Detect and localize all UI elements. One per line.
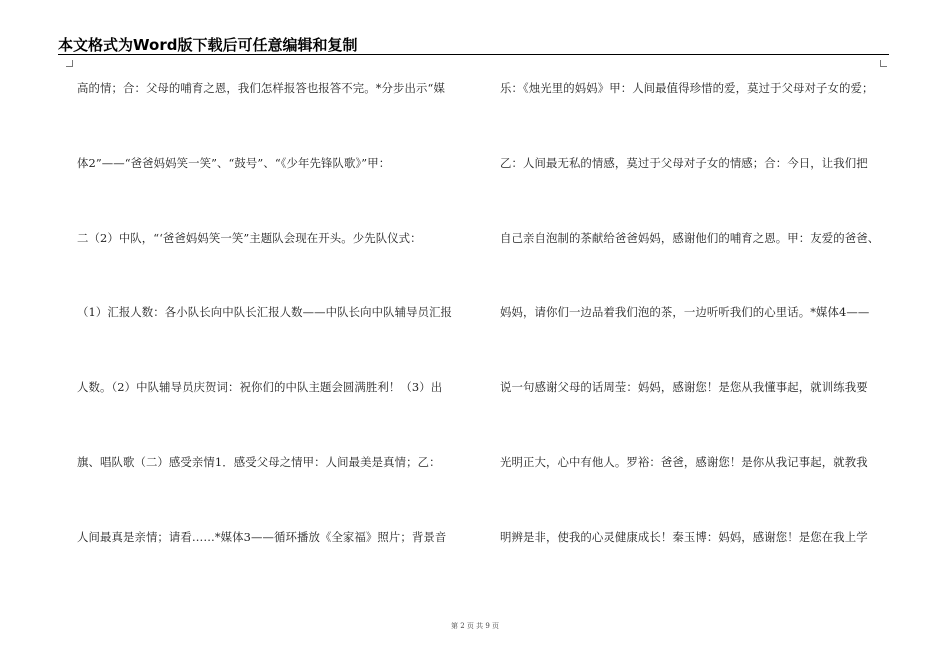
text-line: （1）汇报人数：各小队长向中队长汇报人数——中队长向中队辅导员汇报 <box>77 305 453 319</box>
text-line: 体2”——“爸爸妈妈笑一笑”、“鼓号”、“《少年先锋队歌》”甲： <box>77 156 391 170</box>
text-line: 高的情；合：父母的哺育之恩，我们怎样报答也报答不完。*分步出示“媒 <box>77 81 445 95</box>
text-line: 妈妈，请你们一边品着我们泡的茶，一边听听我们的心里话。*媒体4—— <box>500 305 870 319</box>
text-line: 乐：《烛光里的妈妈》甲：人间最值得珍惜的爱，莫过于父母对子女的爱； <box>500 81 874 95</box>
header-divider <box>58 54 889 55</box>
text-line: 乙：人间最无私的情感，莫过于父母对子女的情感；合：今日，让我们把 <box>500 156 868 170</box>
page-number-footer: 第 2 页 共 9 页 <box>450 622 500 630</box>
text-line: 光明正大，心中有他人。罗裕：爸爸，感谢您！是你从我记事起，就教我 <box>500 455 868 469</box>
text-line: 明辨是非，使我的心灵健康成长！秦玉博：妈妈，感谢您！是您在我上学 <box>500 530 868 544</box>
text-line: 二（2）中队，“‘爸爸妈妈笑一笑”主题队会现在开头。少先队仪式： <box>77 231 422 245</box>
text-line: 说一句感谢父母的话周莹：妈妈，感谢您！是您从我懂事起，就训练我要 <box>500 380 868 394</box>
document-header-title: 本文格式为Word版下载后可任意编辑和复制 <box>58 36 358 54</box>
text-line: 自己亲自泡制的茶献给爸爸妈妈，感谢他们的哺育之恩。甲：友爱的爸爸、 <box>500 231 880 245</box>
margin-corner-mark-left <box>66 60 73 67</box>
text-line: 人数。（2）中队辅导员庆贺词：祝你们的中队主题会圆满胜利！（3）出 <box>77 380 443 394</box>
margin-corner-mark-right <box>880 60 887 67</box>
text-line: 旗、唱队歌（二）感受亲情1．感受父母之情甲：人间最美是真情；乙： <box>77 455 441 469</box>
text-line: 人间最真是亲情；请看……*媒体3——循环播放《全家福》照片；背景音 <box>77 530 447 544</box>
